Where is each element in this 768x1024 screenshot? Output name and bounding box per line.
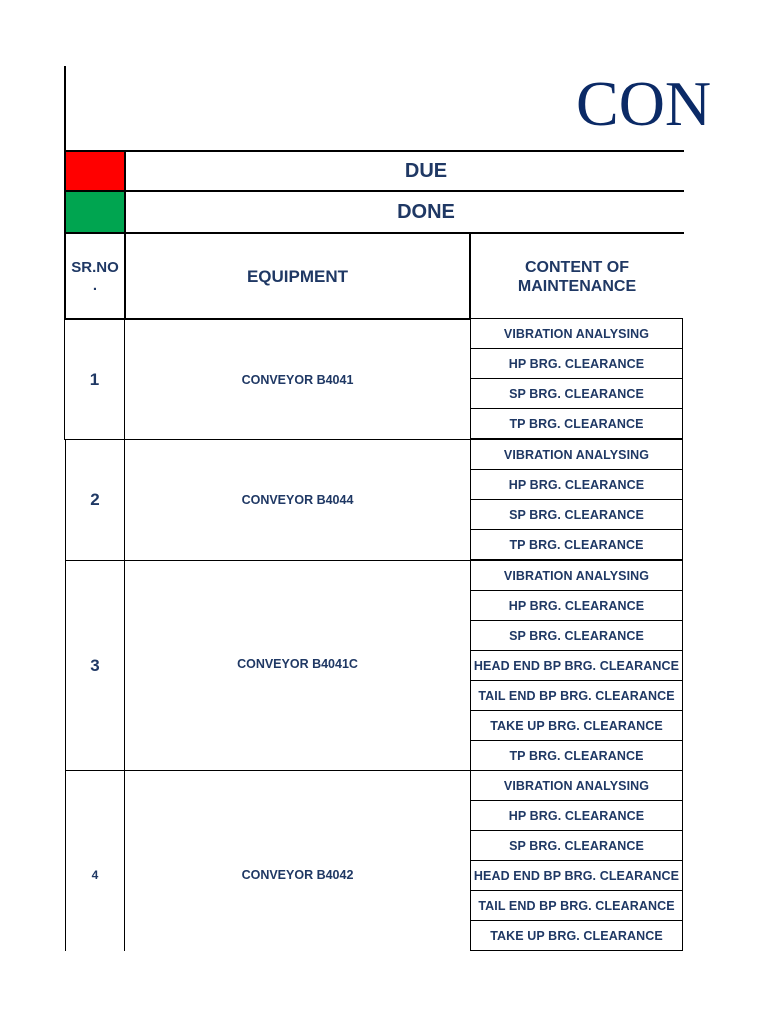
row4-task: TAKE UP BRG. CLEARANCE (470, 920, 683, 951)
row1-srno: 1 (89, 370, 100, 389)
row4-srno: 4 (91, 868, 99, 882)
legend-label-done: DONE (397, 200, 455, 223)
row4-task: VIBRATION ANALYSING (470, 770, 683, 801)
row4-task: TAIL END BP BRG. CLEARANCE (470, 890, 683, 921)
header-srno: SR.NO . (71, 259, 119, 294)
row2-equipment: CONVEYOR B4044 (241, 493, 354, 507)
row4-task: SP BRG. CLEARANCE (470, 830, 683, 861)
row3-task: HP BRG. CLEARANCE (470, 590, 683, 621)
row2-task: SP BRG. CLEARANCE (470, 499, 683, 530)
row4-equipment: CONVEYOR B4042 (241, 868, 354, 882)
row3-srno: 3 (90, 656, 100, 675)
row3-task: TP BRG. CLEARANCE (470, 740, 683, 771)
page-title: CON (576, 68, 712, 139)
row1-task: VIBRATION ANALYSING (470, 318, 683, 349)
row1-task: SP BRG. CLEARANCE (470, 378, 683, 409)
row4-task: HEAD END BP BRG. CLEARANCE (470, 860, 683, 891)
row3-task: TAKE UP BRG. CLEARANCE (470, 710, 683, 741)
row2-task: TP BRG. CLEARANCE (470, 529, 683, 560)
row3-equipment: CONVEYOR B4041C (237, 656, 358, 671)
row4-task: HP BRG. CLEARANCE (470, 800, 683, 831)
row2-task: VIBRATION ANALYSING (470, 439, 683, 470)
row2-srno: 2 (90, 490, 100, 509)
legend-swatch-due (66, 152, 124, 190)
legend-label-due: DUE (404, 159, 448, 182)
row3-task: HEAD END BP BRG. CLEARANCE (470, 650, 683, 681)
row1-task: HP BRG. CLEARANCE (470, 348, 683, 379)
legend-swatch-done (66, 192, 124, 232)
row1-equipment: CONVEYOR B4041 (241, 373, 354, 387)
row3-task: TAIL END BP BRG. CLEARANCE (470, 680, 683, 711)
header-equipment: EQUIPMENT (246, 267, 349, 286)
row2-task: HP BRG. CLEARANCE (470, 469, 683, 500)
row3-task: VIBRATION ANALYSING (470, 560, 683, 591)
row1-task: TP BRG. CLEARANCE (470, 408, 683, 439)
header-content: CONTENT OF MAINTENANCE (517, 259, 637, 295)
row3-task: SP BRG. CLEARANCE (470, 620, 683, 651)
